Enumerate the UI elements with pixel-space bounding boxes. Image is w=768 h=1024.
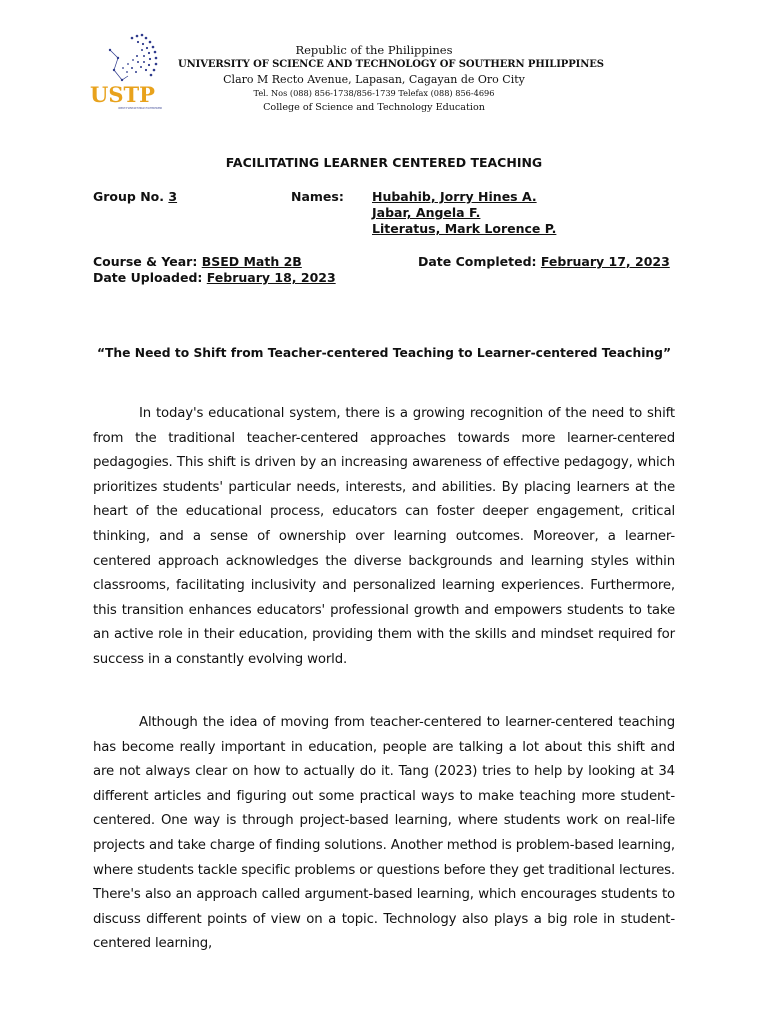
uploaded-field [93,270,336,285]
essay-paragraph: In today's educational system, there is a growing recognition of the need to shift from the traditional teacher-centered approaches towards more learner-centered pedagogies. This shift is driven by an increasing awareness of effective pedagogy, which prioritizes students' particular needs, interests, and abilities. By placing learners at the heart of the educational process, educators can foster deeper engagement, critical thinking, and a sense of ownership over learning outcomes. Moreover, a learner-centered approach acknowledges the diverse backgrounds and learning styles within classrooms, facilitating inclusivity and personalized learning experiences. Furthermore, this transition enhances educators' professional growth and empowers students to take an active role in their education, providing them with the skills and mindset required for success in a constantly evolving world. [93,406,675,667]
completed-field [418,254,670,269]
name-2: Jabar, Angela F. [372,205,481,220]
uploaded-value: February 18, 2023 [206,270,336,285]
group-value: 3 [168,189,178,204]
college-name: College of Science and Technology Education [263,102,485,113]
document-title: FACILITATING LEARNER CENTERED TEACHING [225,155,543,170]
completed-value: February 17, 2023 [540,254,670,269]
university-address: Claro M Recto Avenue, Lapasan, Cagayan de Oro City [223,73,525,86]
name-3: Literatus, Mark Lorence P. [372,221,557,236]
logo-subtext: UNIVERSITY OF SCIENCE AND TECHNOLOGY OF SOUTHERN PHILIPPINES [118,107,163,110]
name-1: Hubahib, Jorry Hines A. [372,189,537,204]
logo-dot-arc [122,34,157,77]
group-field [93,189,177,204]
university-name: UNIVERSITY OF SCIENCE AND TECHNOLOGY OF SOUTHERN PHILIPPINES [178,59,604,70]
ustp-logo [88,30,168,120]
course-field [93,254,302,269]
course-value: BSED Math 2B [201,254,302,269]
uploaded-label: Date Uploaded: [93,270,203,285]
essay-title: “The Need to Shift from Teacher-centered Teaching to Learner-centered Teaching” [96,346,672,360]
names-label: Names: [291,189,344,204]
group-label: Group No. [93,189,165,204]
completed-label: Date Completed: [418,254,537,269]
logo-wordmark: USTP [90,82,155,107]
logo-line [110,50,128,80]
essay-paragraph: Although the idea of moving from teacher-centered to learner-centered teaching has become really important in education, people are talking a lot about this shift and are not always clear on how to actually do it. Tang (2023) tries to help by looking at 34 different articles and figuring out some practical ways to make teaching more student-centered. One way is through project-based learning, where students work on real-life projects and take charge of finding solutions. Another method is problem-based learning, where students tackle specific problems or questions before they get traditional lectures. There's also an approach called argument-based learning, which encourages students to discuss different points of view on a topic. Technology also plays a big role in student-centered learning, [93,715,675,952]
republic-line: Republic of the Philippines [295,43,453,57]
contact-numbers: Tel. Nos (088) 856-1738/856-1739 Telefax (088) 856-4696 [253,88,495,98]
course-label: Course & Year: [93,254,198,269]
letterhead [178,42,604,115]
